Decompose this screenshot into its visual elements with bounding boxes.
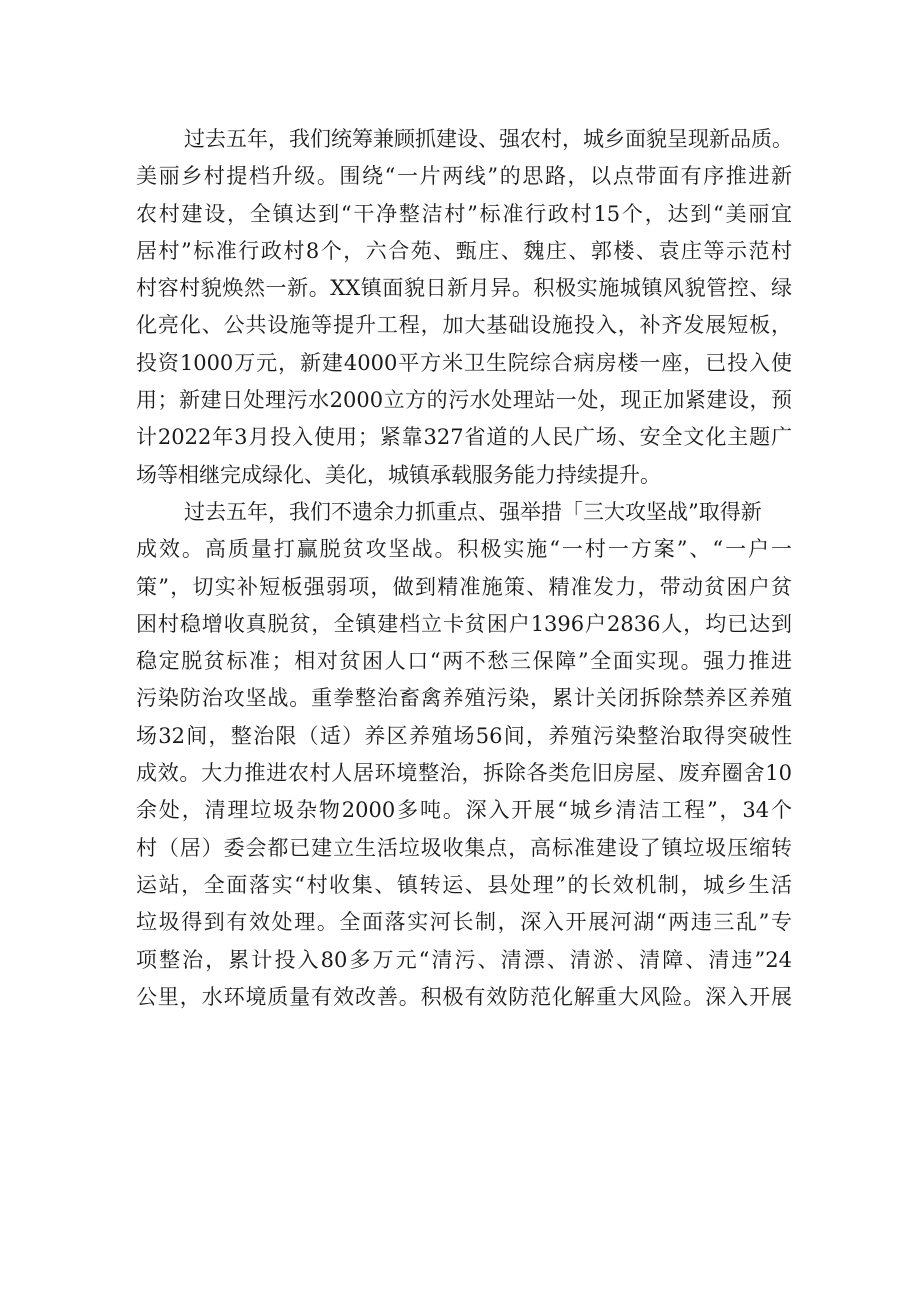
text-line: 用；新建日处理污水2000立方的污水处理站一处，现正加紧建设，预	[136, 388, 792, 413]
text-line: 成效。高质量打赢脱贫攻坚战。积极实施“一村一方案”、“一户一	[136, 537, 792, 562]
text-line: 成效。大力推进农村人居环境整治，拆除各类危旧房屋、废弃圈舍10	[136, 761, 792, 786]
text-line: 村（居）委会都已建立生活垃圾收集点，高标准建设了镇垃圾压缩转	[136, 835, 792, 860]
text-line: 化亮化、公共设施等提升工程，加大基础设施投入，补齐发展短板，	[136, 313, 792, 338]
text-line: 美丽乡村提档升级。围绕“一片两线”的思路，以点带面有序推进新	[136, 164, 792, 189]
text-line: 农村建设，全镇达到“干净整洁村”标准行政村15个，达到“美丽宜	[136, 201, 792, 226]
paragraph-urban-rural-development	[136, 121, 792, 494]
text-line: 场等相继完成绿化、美化，城镇承载服务能力持续提升。	[136, 462, 661, 487]
text-line: 场32间，整治限（适）养区养殖场56间，养殖污染整治取得突破性	[136, 723, 792, 748]
text-line: 稳定脱贫标准；相对贫困人口“两不愁三保障”全面实现。强力推进	[136, 649, 792, 674]
text-line: 运站，全面落实“村收集、镇转运、县处理”的长效机制，城乡生活	[136, 872, 792, 897]
body-text	[136, 121, 792, 1016]
text-line: 过去五年，我们不遗余力抓重点、强举措「三大攻坚战”取得新	[184, 499, 762, 524]
text-line: 过去五年，我们统筹兼顾抓建设、强农村，城乡面貌呈现新品质。	[184, 127, 793, 151]
text-line: 垃圾得到有效处理。全面落实河长制，深入开展河湖“两违三乱”专	[136, 910, 792, 935]
text-line: 污染防治攻坚战。重拳整治畜禽养殖污染，累计关闭拆除禁养区养殖	[136, 686, 792, 711]
text-line: 困村稳增收真脱贫，全镇建档立卡贫困户1396户2836人，均已达到	[136, 611, 792, 636]
text-line: 计2022年3月投入使用；紧靠327省道的人民广场、安全文化主题广	[136, 425, 792, 450]
text-line: 居村”标准行政村8个，六合苑、甄庄、魏庄、郭楼、袁庄等示范村	[136, 238, 792, 263]
paragraph-three-battles	[136, 494, 792, 1016]
text-line: 项整治，累计投入80多万元“清污、清漂、清淤、清障、清违”24	[136, 947, 792, 972]
text-line: 公里，水环境质量有效改善。积极有效防范化解重大风险。深入开展	[136, 984, 792, 1009]
text-line: 策”，切实补短板强弱项，做到精准施策、精准发力，带动贫困户贫	[136, 574, 792, 599]
text-line: 村容村貌焕然一新。XX镇面貌日新月异。积极实施城镇风貌管控、绿	[136, 276, 792, 301]
text-line: 投资1000万元，新建4000平方米卫生院综合病房楼一座，已投入使	[136, 350, 792, 375]
text-line: 余处，清理垃圾杂物2000多吨。深入开展“城乡清洁工程”，34个	[136, 798, 792, 823]
